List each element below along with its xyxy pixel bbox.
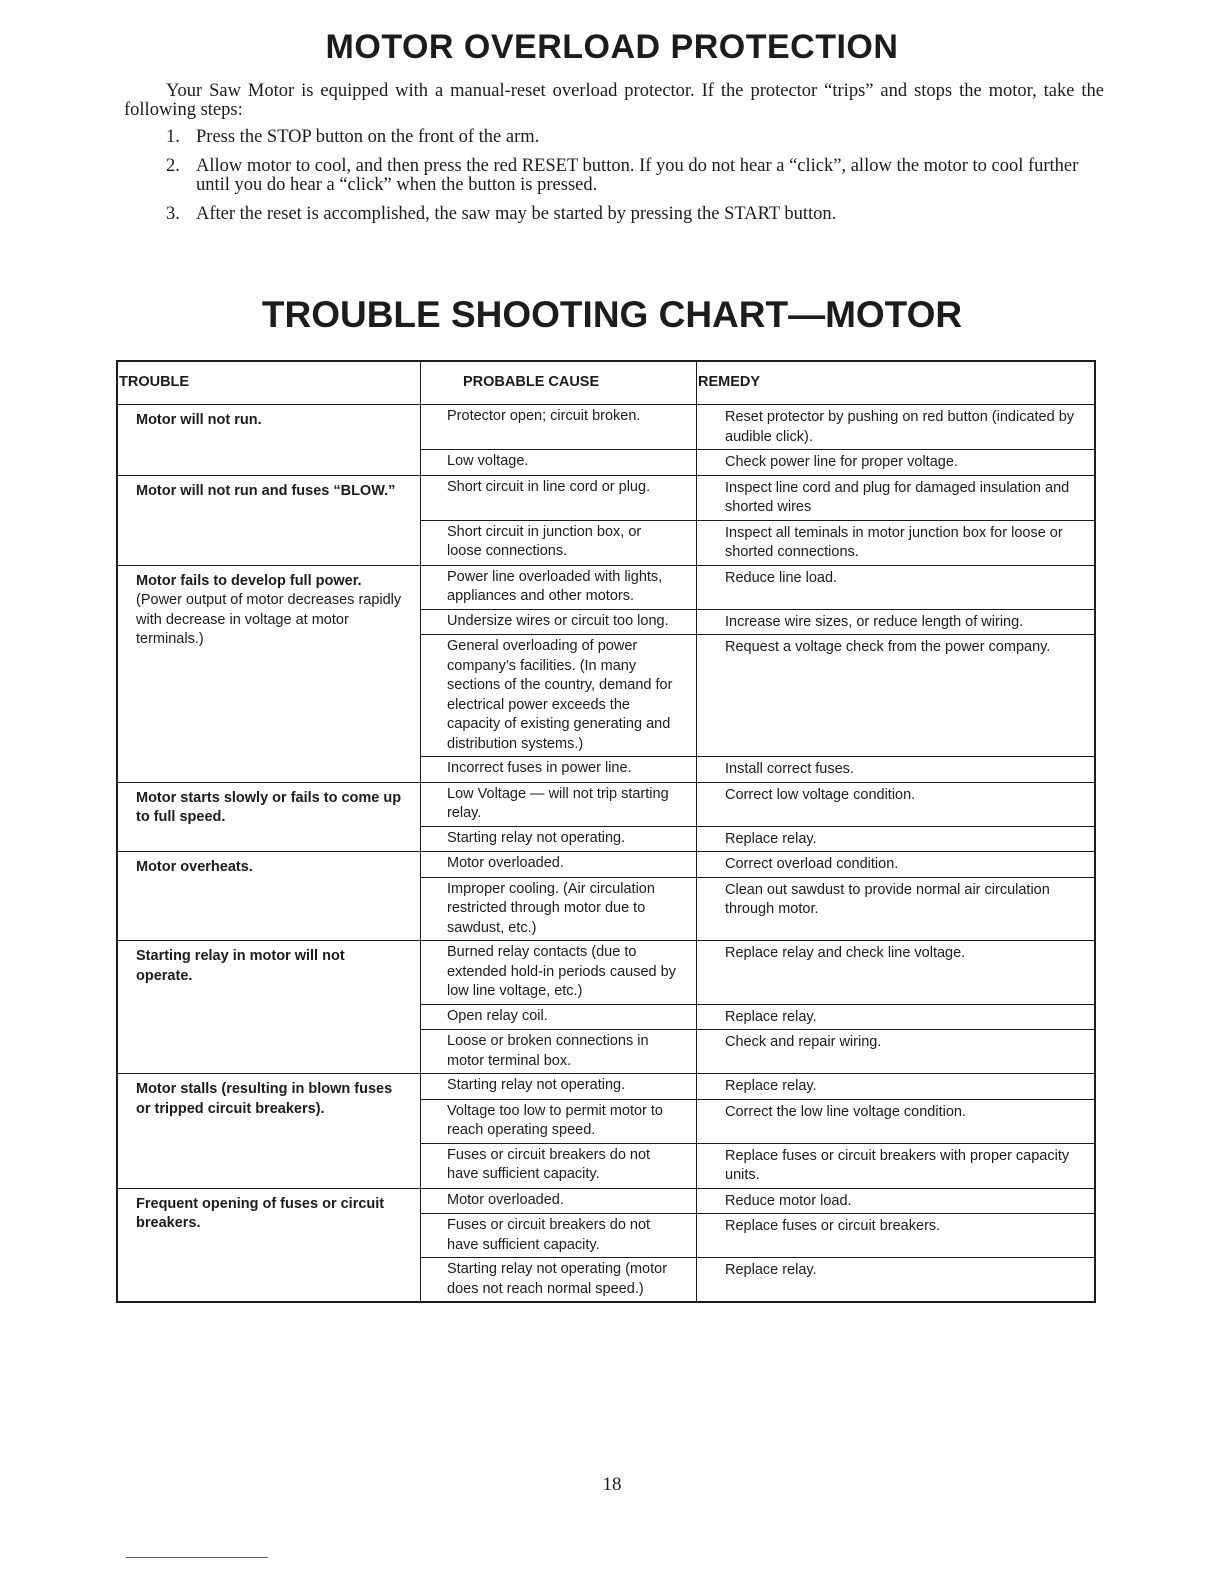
header-remedy: REMEDY xyxy=(697,361,1096,405)
step-text: Press the STOP button on the front of the arm. xyxy=(196,127,540,147)
trouble-cell xyxy=(117,405,421,476)
remedy-cell: Reset protector by pushing on red button (indicated by audible click). xyxy=(697,405,1096,450)
table-body xyxy=(117,405,1095,1303)
step-item xyxy=(166,157,1106,195)
trouble-cell xyxy=(117,1188,421,1302)
trouble-text: Motor will not run. xyxy=(136,412,262,428)
cause-cell: Fuses or circuit breakers do not have sufficient capacity. xyxy=(421,1143,697,1188)
remedy-cell: Replace fuses or circuit breakers with proper capacity units. xyxy=(697,1143,1096,1188)
chart-title: TROUBLE SHOOTING CHART—MOTOR xyxy=(261,294,963,335)
overload-steps xyxy=(166,128,1106,234)
cause-cell: Low voltage. xyxy=(421,450,697,476)
header-trouble: TROUBLE xyxy=(117,361,421,405)
remedy-cell: Request a voltage check from the power company. xyxy=(697,635,1096,757)
trouble-text: Motor overheats. xyxy=(136,859,253,875)
remedy-cell: Inspect all teminals in motor junction box for loose or shorted connections. xyxy=(697,520,1096,565)
trouble-cell xyxy=(117,475,421,565)
table-row xyxy=(117,405,1095,450)
remedy-cell: Check and repair wiring. xyxy=(697,1030,1096,1074)
cause-cell: Voltage too low to permit motor to reach operating speed. xyxy=(421,1099,697,1143)
cause-cell: Starting relay not operating (motor does not reach normal speed.) xyxy=(421,1258,697,1303)
cause-cell: General overloading of power company’s facilities. (In many sections of the country, demand for electrical power exceeds the capacity of existing generating and distribution systems.) xyxy=(421,635,697,757)
overload-title: MOTOR OVERLOAD PROTECTION xyxy=(325,28,899,66)
cause-cell: Motor overloaded. xyxy=(421,852,697,878)
trouble-cell xyxy=(117,941,421,1074)
trouble-cell xyxy=(117,852,421,941)
trouble-cell xyxy=(117,1074,421,1189)
cause-cell: Fuses or circuit breakers do not have sufficient capacity. xyxy=(421,1214,697,1258)
step-item xyxy=(166,205,1106,224)
trouble-text: Motor stalls (resulting in blown fuses or tripped circuit breakers). xyxy=(136,1081,393,1117)
cause-cell: Burned relay contacts (due to extended hold-in periods caused by low line voltage, etc.) xyxy=(421,941,697,1005)
cause-cell: Short circuit in line cord or plug. xyxy=(421,475,697,520)
cause-cell: Incorrect fuses in power line. xyxy=(421,757,697,783)
remedy-cell: Correct low voltage condition. xyxy=(697,782,1096,826)
trouble-shooting-table xyxy=(116,360,1096,1303)
page-number: 18 xyxy=(602,1474,622,1495)
step-number: 3. xyxy=(166,204,180,224)
trouble-text: Motor fails to develop full power. xyxy=(136,572,362,589)
step-item xyxy=(166,128,1106,147)
table-header-row xyxy=(117,361,1095,405)
table-row xyxy=(117,782,1095,826)
remedy-cell: Replace relay and check line voltage. xyxy=(697,941,1096,1005)
step-number: 1. xyxy=(166,127,180,147)
step-number: 2. xyxy=(166,156,180,176)
remedy-cell: Reduce motor load. xyxy=(697,1188,1096,1214)
remedy-cell: Reduce line load. xyxy=(697,565,1096,609)
remedy-cell: Install correct fuses. xyxy=(697,757,1096,783)
cause-cell: Open relay coil. xyxy=(421,1004,697,1030)
trouble-text: Frequent opening of fuses or circuit breakers. xyxy=(136,1195,385,1231)
trouble-cell xyxy=(117,565,421,782)
remedy-cell: Increase wire sizes, or reduce length of wiring. xyxy=(697,609,1096,635)
remedy-cell: Inspect line cord and plug for damaged insulation and shorted wires xyxy=(697,475,1096,520)
remedy-cell: Replace relay. xyxy=(697,826,1096,852)
remedy-cell: Replace relay. xyxy=(697,1258,1096,1303)
table-row xyxy=(117,1188,1095,1214)
cause-cell: Motor overloaded. xyxy=(421,1188,697,1214)
table-row xyxy=(117,852,1095,878)
trouble-text: Starting relay in motor will not operate. xyxy=(136,948,345,984)
step-text: Allow motor to cool, and then press the red RESET button. If you do not hear a “click”, allow the motor to cool further until you do hear a “click” when the button is pressed. xyxy=(196,156,1079,195)
cause-cell: Loose or broken connections in motor terminal box. xyxy=(421,1030,697,1074)
cause-cell: Low Voltage — will not trip starting relay. xyxy=(421,782,697,826)
trouble-subtext: (Power output of motor decreases rapidly with decrease in voltage at motor terminals.) xyxy=(136,592,402,647)
trouble-text: Motor will not run and fuses “BLOW.” xyxy=(136,482,396,499)
remedy-cell: Replace relay. xyxy=(697,1074,1096,1100)
remedy-cell: Correct the low line voltage condition. xyxy=(697,1099,1096,1143)
table-row xyxy=(117,1074,1095,1100)
table-row xyxy=(117,475,1095,520)
step-text: After the reset is accomplished, the saw may be started by pressing the START button. xyxy=(196,204,837,224)
trouble-text: Motor starts slowly or fails to come up to full speed. xyxy=(136,789,402,825)
remedy-cell: Replace fuses or circuit breakers. xyxy=(697,1214,1096,1258)
remedy-cell: Correct overload condition. xyxy=(697,852,1096,878)
header-probable-cause: PROBABLE CAUSE xyxy=(421,361,697,405)
cause-cell: Short circuit in junction box, or loose connections. xyxy=(421,520,697,565)
cause-cell: Starting relay not operating. xyxy=(421,1074,697,1100)
cause-cell: Starting relay not operating. xyxy=(421,826,697,852)
cause-cell: Undersize wires or circuit too long. xyxy=(421,609,697,635)
remedy-cell: Clean out sawdust to provide normal air circulation through motor. xyxy=(697,877,1096,941)
table-row xyxy=(117,941,1095,1005)
cause-cell: Protector open; circuit broken. xyxy=(421,405,697,450)
remedy-cell: Replace relay. xyxy=(697,1004,1096,1030)
overload-intro: Your Saw Motor is equipped with a manual-reset overload protector. If the protector “trips” and stops the motor, take the following steps: xyxy=(124,81,1104,120)
cause-cell: Improper cooling. (Air circulation restricted through motor due to sawdust, etc.) xyxy=(421,877,697,941)
trouble-cell xyxy=(117,782,421,852)
table-row xyxy=(117,565,1095,609)
remedy-cell: Check power line for proper voltage. xyxy=(697,450,1096,476)
footer-rule xyxy=(126,1557,268,1558)
cause-cell: Power line overloaded with lights, appliances and other motors. xyxy=(421,565,697,609)
